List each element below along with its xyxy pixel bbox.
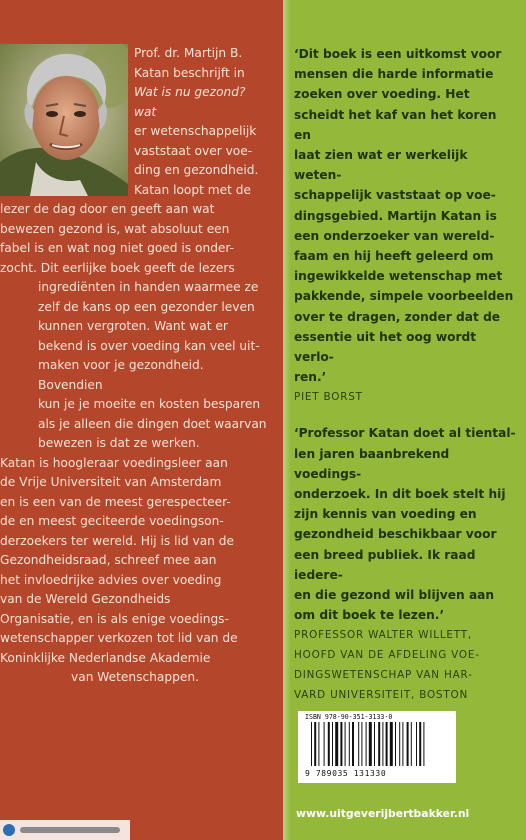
spacer (294, 407, 516, 423)
barcode-bar (416, 722, 417, 766)
quote-line: zijn kennis van voeding en (294, 507, 477, 522)
barcode-bar (318, 722, 319, 766)
isbn-label: ISBN 978-90-351-3133-0 (305, 713, 393, 721)
quote-line: scheidt het kaf van het koren en (294, 107, 497, 142)
quote-attribution: DINGSWETENSCHAP VAN HAR- (294, 669, 473, 682)
quote-line: pakkende, simpele voorbeelden (294, 289, 514, 304)
quote-block (294, 44, 516, 407)
bio-line: de Vrije Universiteit van Amsterdam (0, 475, 222, 489)
quote-block (294, 423, 516, 705)
watermark-logo (0, 820, 130, 840)
endorsements (294, 44, 516, 705)
bio-line: vaststaat over voe- (134, 143, 253, 158)
bio-line: ding en gezondheid. (134, 163, 259, 177)
barcode-bar (382, 722, 383, 766)
bio-line: Katan beschrijft in (134, 65, 245, 80)
quote-line: een onderzoeker van wereld- (294, 228, 495, 243)
quote-line: over te dragen, zonder dat de (294, 309, 501, 324)
barcode-bar (349, 722, 350, 766)
bio-line: derzoekers ter wereld. Hij is lid van de (0, 533, 235, 548)
quote-line: schappelijk vaststaat op voe- (294, 188, 496, 203)
bio-line: maken voor je gezondheid. Bovendien (38, 358, 204, 392)
bio-line: en is een van de meest gerespecteer- (0, 494, 231, 509)
bio-line: bewezen gezond is, wat absoluut een (0, 221, 230, 236)
barcode-bar (352, 722, 354, 766)
quote-line: laat zien wat er werkelijk weten- (294, 148, 468, 183)
barcode-bar (407, 722, 409, 766)
barcode-bar (311, 722, 312, 766)
bio-line: als je alleen die dingen doet waarvan (38, 416, 267, 431)
quote-line: een breed publiek. Ik raad iedere- (294, 547, 476, 582)
bio-line: kun je je moeite en kosten besparen (38, 397, 261, 411)
bio-line: zocht. Dit eerlijke boek geeft de lezers (0, 260, 235, 275)
bio-line: Gezondheidsraad, schreef mee aan (0, 553, 217, 567)
barcode-bar (358, 722, 359, 766)
quote-line: zoeken over voeding. Het (294, 87, 470, 102)
quote-attribution: PROFESSOR WALTER WILLETT, (294, 629, 472, 642)
bio-line: er wetenschappelijk (134, 124, 257, 138)
bio-line: van de Wereld Gezondheids (0, 592, 171, 606)
bio-line: ingrediënten in handen waarmee ze (38, 280, 259, 294)
publisher-url[interactable]: www.uitgeverijbertbakker.nl (296, 807, 470, 820)
bio-line: het invloedrijke advies over voeding (0, 572, 222, 587)
quote-line: faam en hij heeft geleerd om (294, 249, 494, 264)
bio-line: de en meest geciteerde voedingson- (0, 514, 224, 528)
quote-line: en die gezond wil blijven aan (294, 588, 495, 603)
barcode-bar (399, 722, 400, 766)
bio-line: Katan is hoogleraar voedingsleer aan (0, 455, 228, 470)
quote-line: mensen die harde informatie (294, 67, 494, 82)
barcode-bar (386, 722, 388, 766)
bio-line: wetenschapper verkozen tot lid van de (0, 631, 238, 645)
barcode-bar (390, 722, 393, 766)
quote-line: om dit boek te lezen.’ (294, 608, 445, 623)
barcode-bar (332, 722, 333, 766)
bio-line: zelf de kans op een gezonder leven (38, 299, 255, 314)
bio-line: Wat is nu gezond? wat (134, 85, 246, 119)
barcode-bar (423, 722, 424, 766)
barcode-bar (366, 722, 367, 766)
author-bio (0, 44, 270, 688)
quote-attribution: HOOFD VAN DE AFDELING VOE- (294, 649, 480, 662)
quote-attribution: VARD UNIVERSITEIT, BOSTON (294, 689, 469, 702)
barcode-bar (419, 722, 421, 766)
bio-line: bewezen is dat ze werken. (38, 436, 200, 450)
bio-line: bekend is over voeding kan veel uit- (38, 338, 260, 353)
quote-line: dingsgebied. Martijn Katan is (294, 208, 497, 223)
bio-line: Prof. dr. Martijn B. (134, 46, 243, 60)
barcode-bar (335, 722, 338, 766)
barcode-number: 9 789035 131330 (305, 769, 387, 778)
barcode-bar (314, 722, 316, 766)
quote-line: onderzoek. In dit boek stelt hij (294, 487, 506, 502)
barcode-bar (374, 722, 375, 766)
barcode-bar (369, 722, 372, 766)
barcode-bar (345, 722, 346, 766)
bio-line: fabel is en wat nog niet goed is onder- (0, 241, 235, 255)
barcode-bar (411, 722, 412, 766)
quote-line: ren.’ (294, 370, 327, 385)
barcode-bar (328, 722, 330, 766)
quote-line: ‘Professor Katan doet al tiental- (294, 426, 516, 441)
bio-line: kunnen vergroten. Want wat er (38, 319, 228, 333)
quote-line: essentie uit het oog wordt verlo- (294, 329, 477, 365)
barcode-bar (340, 722, 342, 766)
barcode-bar (361, 722, 362, 766)
barcode-bar (378, 722, 380, 766)
barcode-icon (309, 722, 451, 768)
bio-line: van Wetenschappen. (71, 670, 199, 684)
bio-line: Katan loopt met de (134, 182, 252, 197)
quote-line: ingewikkelde wetenschap met (294, 269, 503, 284)
quote-line: ‘Dit boek is een uitkomst voor (294, 47, 502, 61)
barcode-bar (395, 722, 396, 766)
bio-line: Koninklijke Nederlandse Akademie (0, 650, 211, 665)
quote-attribution: PIET BORST (294, 391, 363, 404)
quote-line: len jaren baanbrekend voedings- (294, 446, 450, 481)
barcode-bar (324, 722, 325, 766)
quote-line: gezondheid beschikbaar voor (294, 527, 497, 542)
barcode-bar (402, 722, 403, 766)
bio-line: Organisatie, en is als enige voedings- (0, 611, 229, 626)
photo-spacer (0, 44, 134, 196)
bio-line: lezer de dag door en geeft aan wat (0, 202, 215, 216)
